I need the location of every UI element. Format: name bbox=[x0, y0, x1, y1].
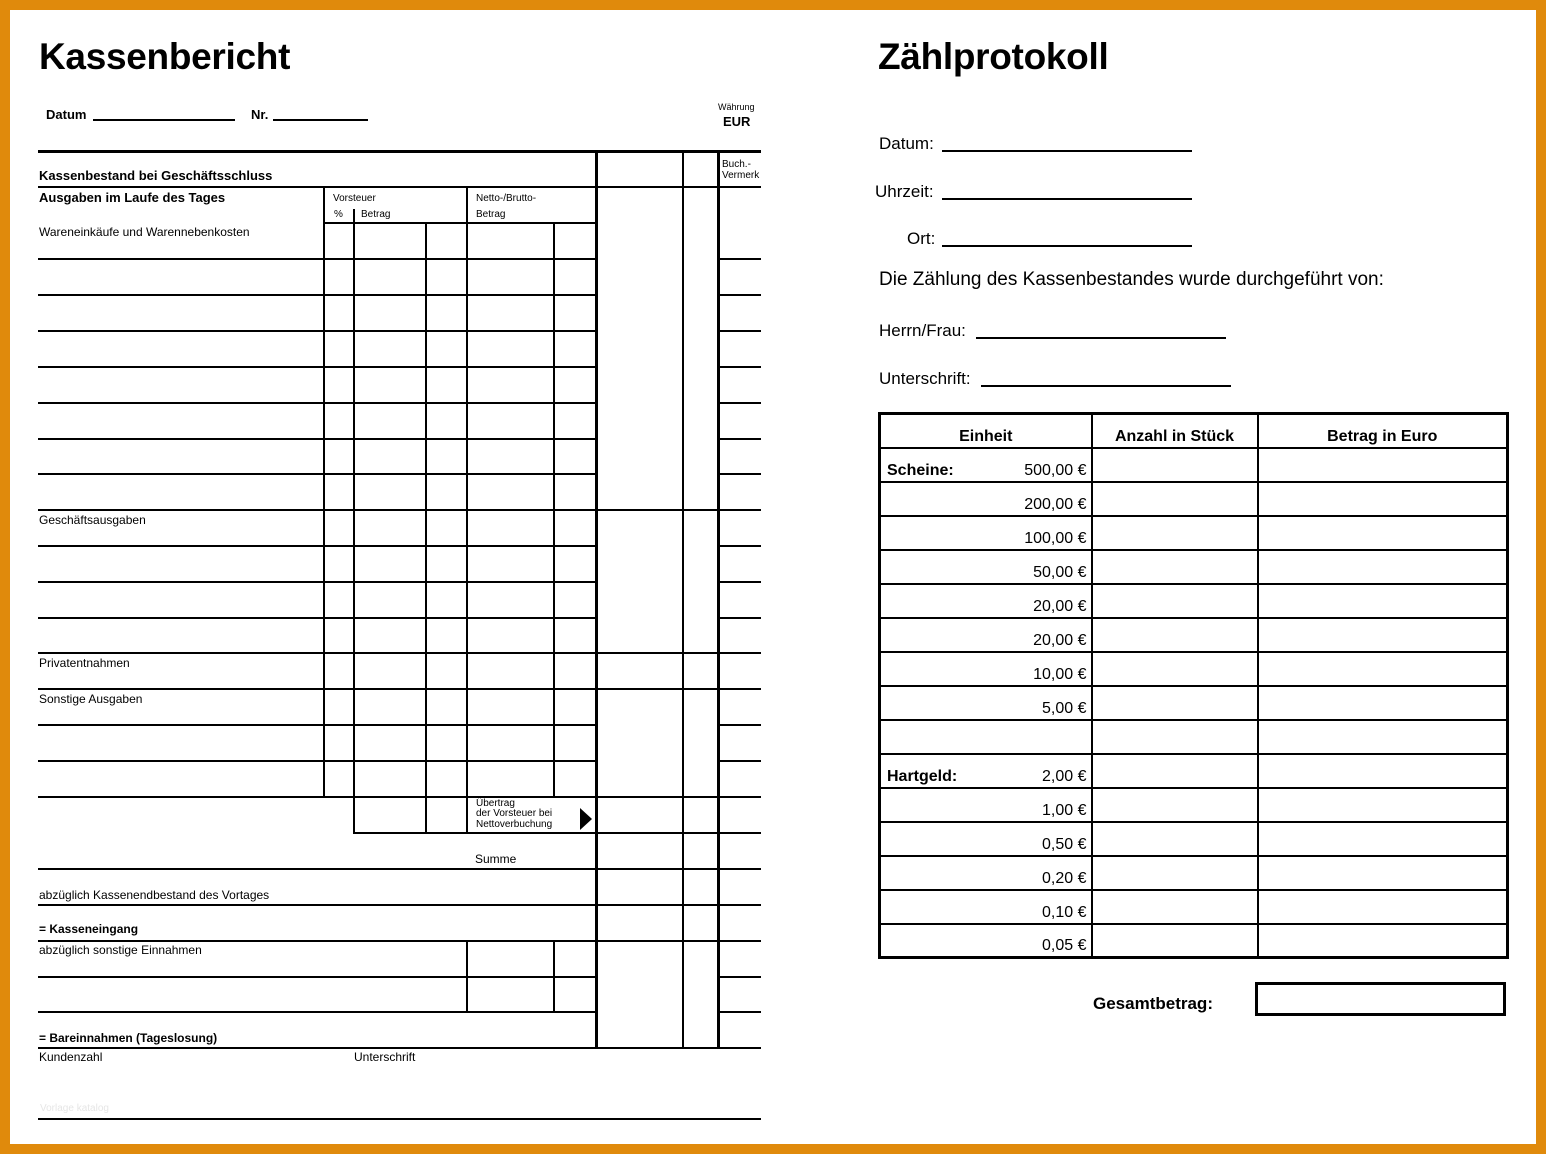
vorsteuer-label: Vorsteuer bbox=[333, 193, 376, 204]
gesamtbetrag-label: Gesamtbetrag: bbox=[1093, 994, 1213, 1013]
anzahl-input-cell[interactable] bbox=[1092, 788, 1258, 822]
waehrung-value: EUR bbox=[723, 114, 751, 129]
arrow-right-icon bbox=[580, 808, 592, 830]
count-row bbox=[880, 788, 1508, 822]
header-einheit: Einheit bbox=[880, 414, 1092, 448]
datum-field[interactable] bbox=[93, 119, 235, 121]
unit-value: 20,00 € bbox=[1033, 597, 1087, 615]
anzahl-input-cell[interactable] bbox=[1092, 754, 1258, 788]
unit-cell bbox=[880, 686, 1092, 720]
anzahl-input-cell[interactable] bbox=[1092, 550, 1258, 584]
unit-cell bbox=[880, 448, 1092, 482]
nr-label: Nr. bbox=[251, 107, 269, 122]
privatentnahmen-label: Privatentnahmen bbox=[39, 656, 130, 670]
unterschrift-label: Unterschrift bbox=[354, 1050, 416, 1064]
unit-cell bbox=[880, 618, 1092, 652]
anzahl-input-cell[interactable] bbox=[1092, 856, 1258, 890]
watermark-text: Vorlage katalog bbox=[40, 1103, 109, 1114]
unit-cell bbox=[880, 720, 1092, 754]
zp-statement: Die Zählung des Kassenbestandes wurde durchgeführt von: bbox=[879, 269, 1384, 290]
count-row bbox=[880, 448, 1508, 482]
kassenbericht-title: Kassenbericht bbox=[39, 36, 291, 77]
betrag-input-cell[interactable] bbox=[1258, 516, 1508, 550]
count-row bbox=[880, 822, 1508, 856]
anzahl-input-cell[interactable] bbox=[1092, 686, 1258, 720]
percent-label: % bbox=[334, 209, 343, 220]
anzahl-input-cell[interactable] bbox=[1092, 482, 1258, 516]
unit-value: 50,00 € bbox=[1033, 563, 1087, 581]
unit-value: 0,50 € bbox=[1042, 835, 1087, 853]
anzahl-input-cell[interactable] bbox=[1092, 822, 1258, 856]
ausgaben-label: Ausgaben im Laufe des Tages bbox=[39, 190, 226, 205]
count-row bbox=[880, 550, 1508, 584]
abzueglich-sonstige-label: abzüglich sonstige Einnahmen bbox=[39, 943, 202, 957]
count-row bbox=[880, 890, 1508, 924]
vorsteuer-betrag-label: Betrag bbox=[361, 209, 391, 220]
abzueglich-vortag-label: abzüglich Kassenendbestand des Vortages bbox=[39, 888, 270, 902]
buch-vermerk-label-1: Buch.- bbox=[722, 159, 751, 170]
kasseneingang-label: = Kasseneingang bbox=[39, 922, 139, 936]
unit-value: 500,00 € bbox=[1024, 461, 1087, 479]
unit-value: 200,00 € bbox=[1024, 495, 1087, 513]
zp-datum-label: Datum: bbox=[879, 134, 934, 153]
anzahl-input-cell[interactable] bbox=[1092, 924, 1258, 958]
unit-value: 100,00 € bbox=[1024, 529, 1087, 547]
betrag-input-cell[interactable] bbox=[1258, 856, 1508, 890]
netto-brutto-label: Netto-/Brutto- bbox=[476, 193, 537, 204]
betrag-input-cell[interactable] bbox=[1258, 924, 1508, 958]
count-table-header bbox=[880, 414, 1508, 448]
zp-unterschrift-label: Unterschrift: bbox=[879, 369, 971, 388]
betrag-input-cell[interactable] bbox=[1258, 720, 1508, 754]
datum-label: Datum bbox=[46, 107, 87, 122]
betrag-input-cell[interactable] bbox=[1258, 652, 1508, 686]
zp-datum-field[interactable] bbox=[942, 150, 1192, 152]
count-row bbox=[880, 856, 1508, 890]
kassenbestand-label: Kassenbestand bei Geschäftsschluss bbox=[39, 168, 273, 183]
anzahl-input-cell[interactable] bbox=[1092, 618, 1258, 652]
unit-cell bbox=[880, 516, 1092, 550]
header-anzahl: Anzahl in Stück bbox=[1092, 414, 1258, 448]
zp-uhrzeit-label: Uhrzeit: bbox=[875, 182, 934, 201]
betrag-input-cell[interactable] bbox=[1258, 890, 1508, 924]
zp-uhrzeit-field[interactable] bbox=[942, 198, 1192, 200]
count-row bbox=[880, 720, 1508, 754]
anzahl-input-cell[interactable] bbox=[1092, 720, 1258, 754]
unit-cell bbox=[880, 822, 1092, 856]
waehrung-label: Währung bbox=[718, 102, 755, 112]
betrag-input-cell[interactable] bbox=[1258, 482, 1508, 516]
count-row bbox=[880, 754, 1508, 788]
unit-cell bbox=[880, 754, 1092, 788]
netto-betrag-label: Betrag bbox=[476, 209, 506, 220]
bareinnahmen-label: = Bareinnahmen (Tageslosung) bbox=[39, 1031, 218, 1045]
betrag-input-cell[interactable] bbox=[1258, 618, 1508, 652]
nr-field[interactable] bbox=[273, 119, 368, 121]
wareneinkaeufe-label: Wareneinkäufe und Warennebenkosten bbox=[39, 225, 250, 239]
anzahl-input-cell[interactable] bbox=[1092, 516, 1258, 550]
unit-cell bbox=[880, 924, 1092, 958]
count-row bbox=[880, 618, 1508, 652]
unit-cell bbox=[880, 890, 1092, 924]
geschaeftsausgaben-label: Geschäftsausgaben bbox=[39, 513, 146, 527]
uebertrag-label-1: Übertrag bbox=[476, 798, 515, 809]
kundenzahl-label: Kundenzahl bbox=[39, 1050, 103, 1064]
header-betrag: Betrag in Euro bbox=[1258, 414, 1508, 448]
betrag-input-cell[interactable] bbox=[1258, 788, 1508, 822]
buch-vermerk-label-2: Vermerk bbox=[722, 170, 760, 181]
zaehlprotokoll-title: Zählprotokoll bbox=[878, 36, 1109, 77]
unit-value: 10,00 € bbox=[1033, 665, 1087, 683]
summe-label: Summe bbox=[475, 852, 517, 866]
unit-value: 0,20 € bbox=[1042, 869, 1087, 887]
unit-value: 0,10 € bbox=[1042, 903, 1087, 921]
zp-ort-label: Ort: bbox=[907, 229, 936, 248]
unit-cell bbox=[880, 584, 1092, 618]
unit-cell bbox=[880, 482, 1092, 516]
unit-group-label: Scheine: bbox=[887, 461, 954, 479]
unit-value: 20,00 € bbox=[1033, 631, 1087, 649]
betrag-input-cell[interactable] bbox=[1258, 550, 1508, 584]
betrag-input-cell[interactable] bbox=[1258, 686, 1508, 720]
zp-herr-frau-label: Herrn/Frau: bbox=[879, 321, 966, 340]
uebertrag-label-2: der Vorsteuer bei bbox=[476, 808, 553, 819]
count-row bbox=[880, 924, 1508, 958]
zp-unterschrift-field[interactable] bbox=[981, 385, 1231, 387]
zp-ort-field[interactable] bbox=[942, 245, 1192, 247]
gesamtbetrag-field[interactable] bbox=[1255, 982, 1506, 1016]
count-table bbox=[878, 412, 1509, 959]
anzahl-input-cell[interactable] bbox=[1092, 890, 1258, 924]
unit-cell bbox=[880, 652, 1092, 686]
zp-herr-frau-field[interactable] bbox=[976, 337, 1226, 339]
unit-cell bbox=[880, 550, 1092, 584]
betrag-input-cell[interactable] bbox=[1258, 822, 1508, 856]
anzahl-input-cell[interactable] bbox=[1092, 448, 1258, 482]
count-table-body bbox=[880, 448, 1508, 958]
betrag-input-cell[interactable] bbox=[1258, 448, 1508, 482]
betrag-input-cell[interactable] bbox=[1258, 754, 1508, 788]
count-row bbox=[880, 652, 1508, 686]
count-row bbox=[880, 584, 1508, 618]
unit-cell bbox=[880, 856, 1092, 890]
count-row bbox=[880, 686, 1508, 720]
unit-value: 2,00 € bbox=[1042, 767, 1087, 785]
count-row bbox=[880, 516, 1508, 550]
anzahl-input-cell[interactable] bbox=[1092, 584, 1258, 618]
unit-value: 1,00 € bbox=[1042, 801, 1087, 819]
unit-cell bbox=[880, 788, 1092, 822]
unit-value: 0,05 € bbox=[1042, 937, 1087, 954]
betrag-input-cell[interactable] bbox=[1258, 584, 1508, 618]
count-row bbox=[880, 482, 1508, 516]
unit-value: 5,00 € bbox=[1042, 699, 1087, 717]
sonstige-ausgaben-label: Sonstige Ausgaben bbox=[39, 692, 143, 706]
unit-group-label: Hartgeld: bbox=[887, 767, 958, 785]
uebertrag-label-3: Nettoverbuchung bbox=[476, 819, 553, 830]
anzahl-input-cell[interactable] bbox=[1092, 652, 1258, 686]
